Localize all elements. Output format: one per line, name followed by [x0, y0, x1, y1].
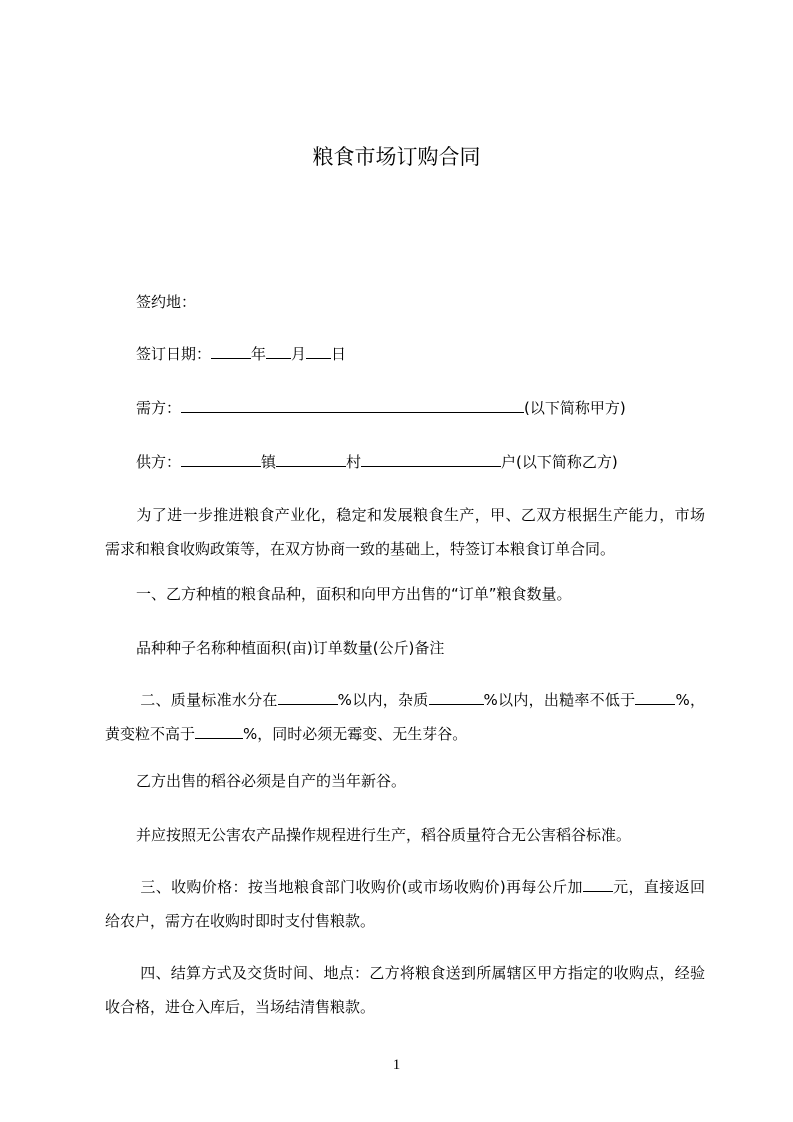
sign-date-label: 签订日期： [136, 345, 212, 363]
buyer-line [136, 398, 626, 418]
clause-2-text-5: 黄变粒不高于 [105, 725, 196, 743]
year-label: 年 [251, 345, 267, 363]
clause-2-note-1-text: 乙方出售的稻谷必须是自产的当年新谷。 [136, 772, 407, 790]
buyer-label: 需方： [136, 399, 182, 417]
clause-4-text: 四、结算方式及交货时间、地点：乙方将粮食送到所属辖区甲方指定的收购点，经验收合格，进仓入库后，当场结清售粮款。 [105, 964, 705, 1016]
price-add-blank [583, 877, 613, 892]
day-label: 日 [331, 345, 347, 363]
clause-2-note-2 [136, 825, 631, 845]
clause-1 [136, 584, 572, 604]
household-blank [361, 452, 501, 467]
town-blank [181, 452, 261, 467]
husk-rate-blank [635, 690, 675, 705]
year-blank [211, 344, 251, 359]
sign-place-line [136, 292, 196, 312]
page-number: 1 [392, 1057, 401, 1073]
clause-3 [105, 870, 705, 938]
clause-3-text-1: 三、收购价格：按当地粮食部门收购价(或市场收购价)再每公斤加 [140, 878, 583, 896]
supplier-line [136, 452, 618, 472]
moisture-blank [278, 690, 338, 705]
clause-2 [105, 683, 705, 751]
sign-place-label: 签约地： [136, 293, 197, 311]
clause-1-text: 一、乙方种植的粮食品种，面积和向甲方出售的“订单”粮食数量。 [136, 585, 572, 603]
village-blank [276, 452, 346, 467]
clause-2-text-4: %， [675, 691, 705, 709]
month-blank [266, 344, 291, 359]
clause-2-text-1: 二、质量标准水分在 [140, 691, 278, 709]
buyer-suffix: (以下简称甲方) [524, 399, 626, 417]
month-label: 月 [291, 345, 307, 363]
clause-2-note-1 [136, 771, 406, 791]
clause-4 [105, 956, 705, 1024]
village-label: 村 [346, 453, 362, 471]
clause-2-text-2: %以内，杂质 [337, 691, 429, 709]
intro-paragraph [105, 498, 705, 566]
clause-2-text-3: %以内，出糙率不低于 [483, 691, 636, 709]
impurity-blank [429, 690, 484, 705]
intro-text: 为了进一步推进粮食产业化，稳定和发展粮食生产，甲、乙双方根据生产能力，市场需求和粮食收购政策等，在双方协商一致的基础上，特签订本粮食订单合同。 [105, 506, 705, 558]
variety-table-header [136, 638, 444, 658]
yellow-grain-blank [195, 724, 243, 739]
clause-2-text-6: %，同时必须无霉变、无生芽谷。 [243, 725, 468, 743]
clause-2-note-2-text: 并应按照无公害农产品操作规程进行生产，稻谷质量符合无公害稻谷标准。 [136, 826, 632, 844]
town-label: 镇 [261, 453, 277, 471]
clause-3-text-2: 元，直接返回给农户，需方在收购时即时支付售粮款。 [105, 878, 705, 930]
buyer-blank [181, 398, 524, 413]
variety-table-header-text: 品种种子名称种植面积(亩)订单数量(公斤)备注 [136, 639, 445, 657]
sign-date-line [136, 344, 346, 364]
document-title: 粮食市场订购合同 [312, 145, 481, 169]
day-blank [306, 344, 331, 359]
household-label: 户(以下简称乙方) [501, 453, 618, 471]
supplier-label: 供方： [136, 453, 182, 471]
